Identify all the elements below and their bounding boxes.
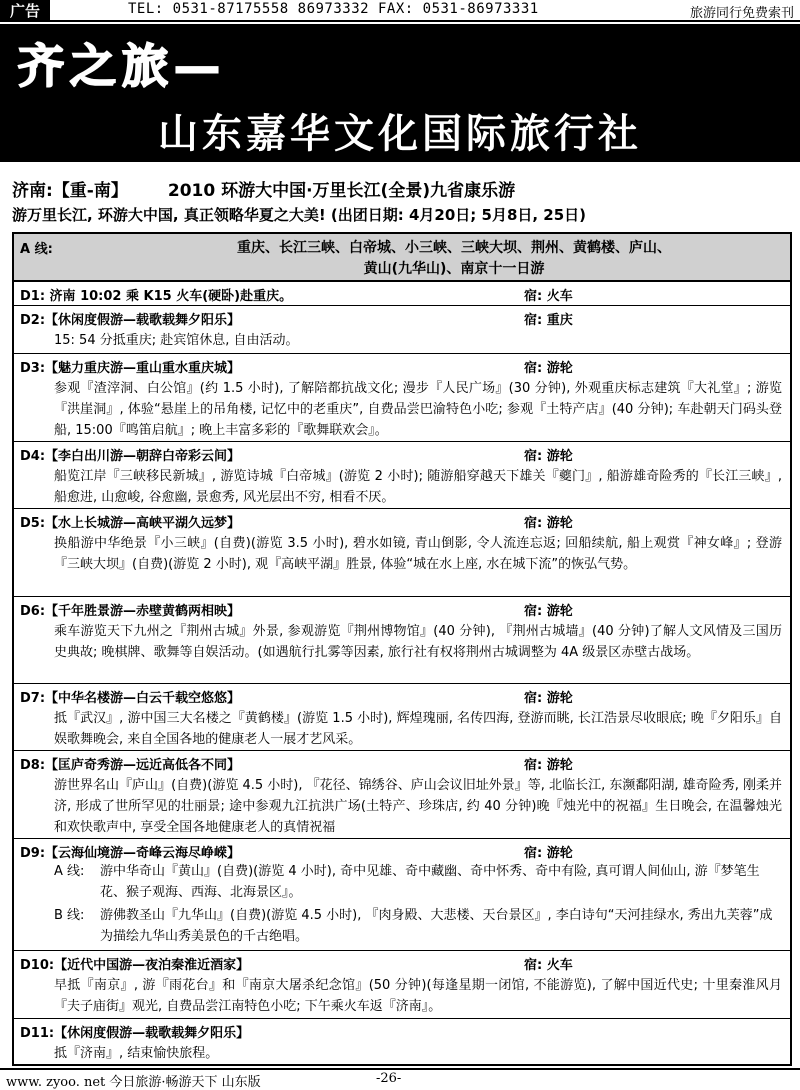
route-title xyxy=(12,176,515,201)
a-line-route xyxy=(154,238,754,280)
d9-option-b xyxy=(54,905,782,947)
route-slogan: 游万里长江, 环游大中国, 真正领略华夏之大美! (出团日期: 4月20日; 5月8日, 25日) xyxy=(12,206,587,224)
day-row xyxy=(14,306,790,354)
day-row xyxy=(14,597,790,684)
day-description: 换船游中华绝景『小三峡』(自费)(游览 3.5 小时), 碧水如镜, 青山倒影, 令人流连忘返; 回船续航, 船上观赏『神女峰』; 登游『三峡大坝』(自费)(游览 2 小时), 观『高峡平湖』胜景, 体验“城在水上座, 水在城下流”的恢弘气势。 xyxy=(54,536,782,572)
day-stay: 宿: 重庆 xyxy=(524,313,573,328)
option-b-label: B 线: xyxy=(54,908,85,923)
option-a-text: 游中华奇山『黄山』(自费)(游览 4 小时), 奇中见雄、奇中藏幽、奇中怀秀、奇中有险, 真可谓人间仙山, 游『梦笔生花、猴子观海、西海、北海景区』。 xyxy=(100,864,760,900)
agency-name: 山东嘉华文化国际旅行社 xyxy=(158,111,642,157)
page-number: -26- xyxy=(376,1071,402,1086)
day-description: 早抵『南京』, 游『雨花台』和『南京大屠杀纪念馆』(50 分钟)(每逢星期一闭馆, 不能游览), 了解中国近代史; 十里秦淮风月『夫子庙街』观光, 自费品尝江南特色小吃; 下午乘火车返『济南』。 xyxy=(54,978,782,1014)
day-description: 抵『武汉』, 游中国三大名楼之『黄鹤楼』(游览 1.5 小时), 辉煌瑰丽, 名传四海, 登游而眺, 长江浩景尽收眼底; 晚『夕阳乐』自娱歌舞晚会, 来自全国各地的健康老人一展才艺风采。 xyxy=(54,711,782,747)
day-row xyxy=(14,509,790,597)
option-b-text: 游佛教圣山『九华山』(自费)(游览 4.5 小时), 『肉身殿、大悲楼、天台景区』, 李白诗句“天河挂绿水, 秀出九芙蓉”成为描绘九华山秀美景色的千古绝唱。 xyxy=(100,908,773,944)
day-description: 游世界名山『庐山』(自费)(游览 4.5 小时), 『花径、锦绣谷、庐山会议旧址外景』等, 北临长江, 东濒鄱阳湖, 雄奇险秀, 刚柔并济, 形成了世所罕见的壮丽景; 途中参观九江抗洪广场(土特产、珍珠店, 约 40 分钟)晚『烛光中的祝福』生日晚会, 在温馨烛光和欢快歌声中, 享受全国各地健康老人的真情祝福 xyxy=(54,778,782,835)
day-row xyxy=(14,951,790,1019)
day-row xyxy=(14,684,790,751)
day-stay: 宿: 游轮 xyxy=(524,516,573,531)
contact-info: TEL: 0531-87175558 86973332 FAX: 0531-86973331 xyxy=(128,1,539,17)
day-heading: D3:【魅力重庆游—重山重水重庆城】 xyxy=(20,361,241,376)
day-description: 抵『济南』, 结束愉快旅程。 xyxy=(54,1046,219,1061)
ad-tag: 广告 xyxy=(0,0,50,22)
day-stay: 宿: 火车 xyxy=(524,958,573,973)
day-stay: 宿: 游轮 xyxy=(524,361,573,376)
a-line-header xyxy=(14,234,790,282)
day-heading: D4:【李白出川游—朝辞白帝彩云间】 xyxy=(20,449,241,464)
day-heading: D1: 济南 10:02 乘 K15 火车(硬卧)赴重庆。 xyxy=(20,289,293,304)
footer-site: www. zyoo. net 今日旅游·畅游天下 山东版 xyxy=(6,1075,261,1090)
day-stay: 宿: 游轮 xyxy=(524,758,573,773)
day-heading: D2:【休闲度假游—载歌载舞夕阳乐】 xyxy=(20,313,241,328)
day-heading: D6:【千年胜景游—赤壁黄鹤两相映】 xyxy=(20,604,241,619)
day-row xyxy=(14,839,790,951)
day-heading: D11:【休闲度假游—载歌载舞夕阳乐】 xyxy=(20,1026,250,1041)
banner-title: 齐之旅— xyxy=(18,39,226,93)
day-row xyxy=(14,751,790,839)
day-description: 参观『渣滓洞、白公馆』(约 1.5 小时), 了解陪都抗战文化; 漫步『人民广场』(30 分钟), 外观重庆标志建筑『大礼堂』; 游览『洪崖洞』, 体验“悬崖上的吊角楼, 记忆中的老重庆”, 自费品尝巴渝特色小吃; 参观『土特产店』(40 分钟); 车赴朝天门码头登船, 15:00『鸣笛启航』; 晚上丰富多彩的『歌舞联欢会』。 xyxy=(54,381,782,438)
day-row xyxy=(14,282,790,306)
day-stay: 宿: 游轮 xyxy=(524,449,573,464)
a-line-label: A 线: xyxy=(20,242,53,257)
day-heading: D5:【水上长城游—高峡平湖久远梦】 xyxy=(20,516,241,531)
itinerary-table xyxy=(12,232,792,1066)
day-heading: D8:【匡庐奇秀游—远近高低各不同】 xyxy=(20,758,241,773)
day-row xyxy=(14,1019,790,1064)
day-row xyxy=(14,354,790,442)
day-stay: 宿: 火车 xyxy=(524,289,573,304)
top-bar xyxy=(0,0,800,22)
day-description: 船览江岸『三峡移民新城』, 游览诗城『白帝城』(游览 2 小时); 随游船穿越天下雄关『夔门』, 船游雄奇险秀的『长江三峡』, 船愈进, 山愈峻, 谷愈幽, 景愈秀, 风光层出不穷, 相看不厌。 xyxy=(54,469,782,505)
a-line-route-1: 重庆、长江三峡、白帝城、小三峡、三峡大坝、荆州、黄鹤楼、庐山、 xyxy=(237,240,671,256)
route-name: 2010 环游大中国·万里长江(全景)九省康乐游 xyxy=(167,181,516,201)
route-origin: 济南:【重-南】 xyxy=(12,181,128,201)
banner xyxy=(0,24,800,162)
d9-option-a xyxy=(54,861,782,903)
day-row xyxy=(14,442,790,509)
day-heading: D9:【云海仙境游—奇峰云海尽峥嵘】 xyxy=(20,846,241,861)
day-stay: 宿: 游轮 xyxy=(524,846,573,861)
option-a-label: A 线: xyxy=(54,864,85,879)
day-description: 15: 54 分抵重庆; 赴宾馆休息, 自由活动。 xyxy=(54,333,299,348)
day-description: 乘车游览天下九州之『荆州古城』外景, 参观游览『荆州博物馆』(40 分钟), 『荆州古城墙』(40 分钟)了解人文风情及三国历史典故; 晚棋牌、歌舞等自娱活动。(如遇航行扎雾等因素, 旅行社有权将荆州古城调整为 4A 级景区赤壁古战场。 xyxy=(54,624,782,660)
day-heading: D10:【近代中国游—夜泊秦淮近酒家】 xyxy=(20,958,250,973)
a-line-route-2: 黄山(九华山)、南京十一日游 xyxy=(363,261,545,277)
footer xyxy=(0,1068,800,1090)
day-stay: 宿: 游轮 xyxy=(524,604,573,619)
day-heading: D7:【中华名楼游—白云千载空悠悠】 xyxy=(20,691,241,706)
top-right-note: 旅游同行免费索刊 xyxy=(689,6,794,21)
day-stay: 宿: 游轮 xyxy=(524,691,573,706)
